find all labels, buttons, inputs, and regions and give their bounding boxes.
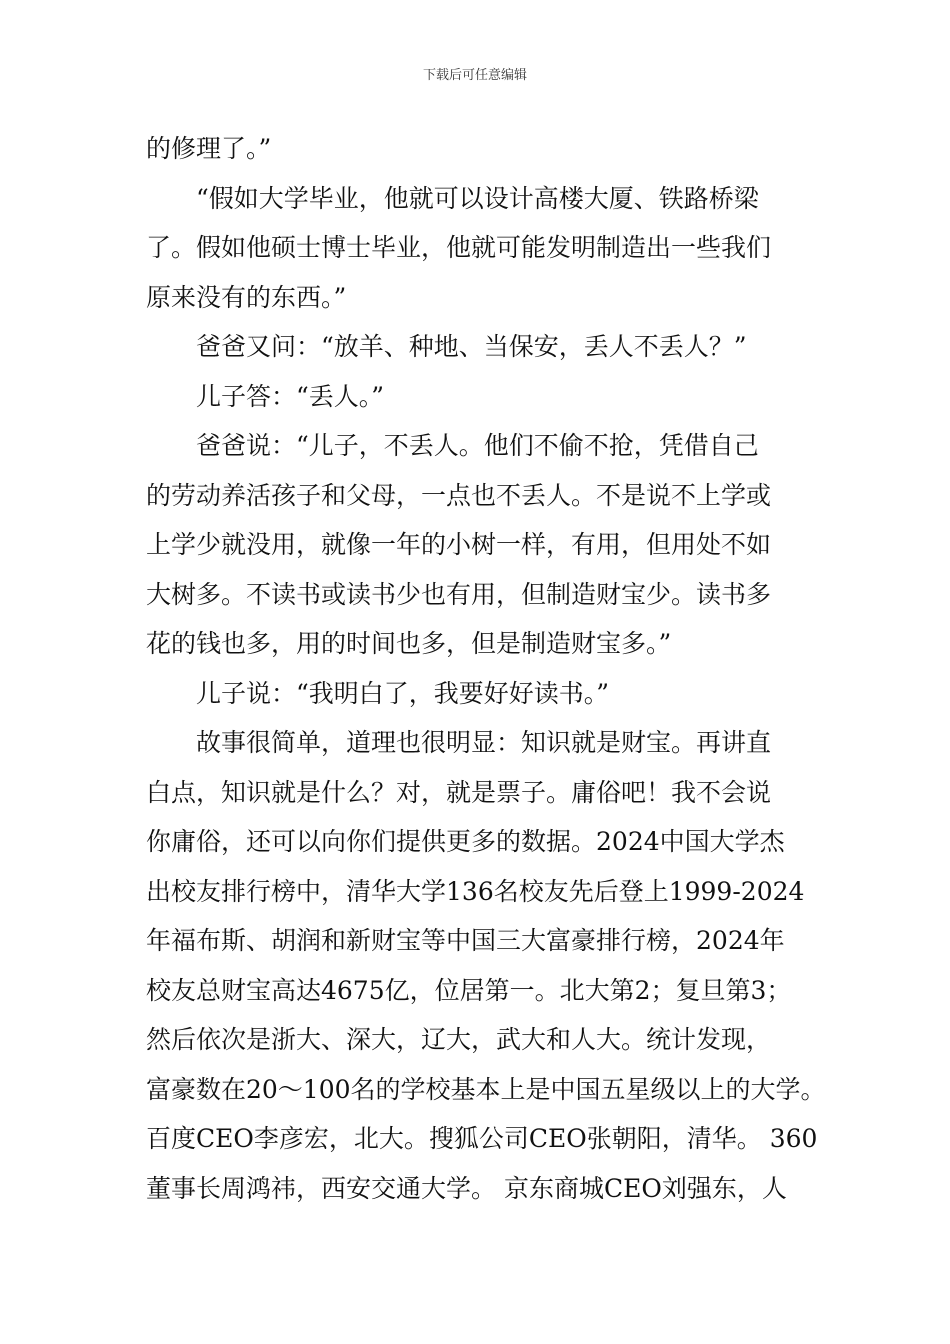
text-line: 花的钱也多，用的时间也多，但是制造财宝多。” [146, 629, 672, 658]
text-line: 白点，知识就是什么？对，就是票子。庸俗吧！我不会说 [146, 777, 772, 807]
text-line: 董事长周鸿祎，西安交通大学。 京东商城CEO刘强东，人 [146, 1173, 787, 1203]
text-line: 富豪数在20～100名的学校基本上是中国五星级以上的大学。 [146, 1074, 826, 1104]
text-line: 爸爸说：“儿子，不丢人。他们不偷不抢，凭借自己 [196, 431, 759, 460]
text-line: 爸爸又问：“放羊、种地、当保安，丢人不丢人？” [196, 332, 747, 361]
page-header: 下载后可任意编辑 [422, 68, 527, 83]
text-line: 儿子答：“丢人。” [196, 381, 385, 411]
text-line: 原来没有的东西。” [146, 282, 347, 312]
text-line: 年福布斯、胡润和新财宝等中国三大富豪排行榜，2024年 [146, 926, 785, 955]
text-line: 上学少就没用，就像一年的小树一样，有用，但用处不如 [146, 530, 772, 559]
text-line: 的劳动养活孩子和父母，一点也不丢人。不是说不上学或 [146, 480, 772, 510]
text-line: 你庸俗，还可以向你们提供更多的数据。2024中国大学杰 [146, 827, 785, 856]
text-line: 的修理了。” [146, 134, 272, 163]
text-line: “假如大学毕业，他就可以设计高楼大厦、铁路桥梁 [196, 183, 759, 213]
text-line: 校友总财宝高达4675亿，位居第一。北大第2；复旦第3； [146, 975, 792, 1005]
text-line: 了。假如他硕士博士毕业，他就可能发明制造出一些我们 [146, 233, 772, 262]
text-line: 然后依次是浙大、深大，辽大，武大和人大。统计发现， [146, 1025, 772, 1054]
document-body [146, 124, 826, 1213]
text-line: 故事很简单，道理也很明显：知识就是财宝。再讲直 [196, 728, 772, 757]
text-line: 大树多。不读书或读书少也有用，但制造财宝少。读书多 [146, 579, 772, 609]
text-line: 百度CEO李彦宏，北大。搜狐公司CEO张朝阳，清华。 360 [146, 1124, 818, 1153]
text-line: 出校友排行榜中，清华大学136名校友先后登上1999-2024 [146, 876, 805, 906]
text-line: 儿子说：“我明白了，我要好好读书。” [196, 678, 610, 708]
